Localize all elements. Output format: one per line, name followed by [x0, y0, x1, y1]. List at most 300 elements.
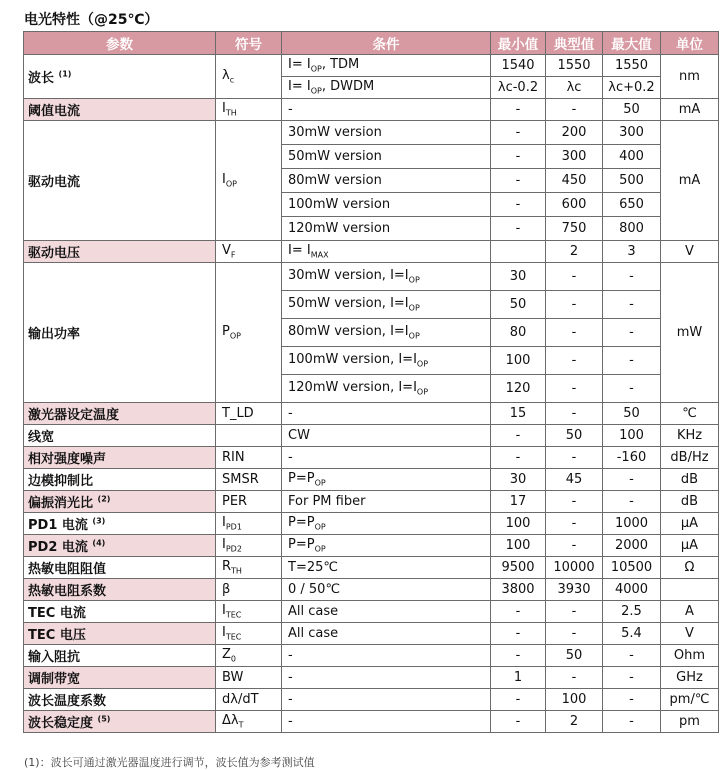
param-name: 激光器设定温度: [28, 408, 120, 423]
table-body: [24, 55, 719, 733]
unit-cell: Ω: [661, 557, 719, 579]
condition-text: 80mW version, I=I: [288, 324, 409, 340]
min-value-cell: -: [491, 121, 546, 145]
max-value-cell: -160: [603, 447, 661, 469]
condition-cell: [282, 319, 491, 347]
param-name: TEC 电压: [28, 628, 86, 643]
condition-cell: [282, 491, 491, 513]
max-value-cell: 1550: [603, 55, 661, 77]
max-value-cell: -: [603, 667, 661, 689]
min-value-cell: 80: [491, 319, 546, 347]
param-cell: [24, 667, 216, 689]
typ-value-cell: -: [546, 667, 603, 689]
typ-value-cell: -: [546, 291, 603, 319]
symbol-cell: [216, 121, 282, 241]
table-row: [24, 403, 719, 425]
symbol-text: I: [222, 515, 226, 531]
condition-text: CW: [288, 428, 310, 443]
max-value-cell: -: [603, 319, 661, 347]
condition-cell: [282, 77, 491, 99]
symbol-text: I: [222, 101, 226, 117]
max-value-cell: -: [603, 491, 661, 513]
symbol-cell: [216, 403, 282, 425]
typ-value-cell: 2: [546, 711, 603, 733]
table-row: [24, 491, 719, 513]
condition-text: P=P: [288, 515, 315, 531]
condition-text: All case: [288, 626, 339, 641]
param-name: 波长温度系数: [28, 694, 107, 709]
min-value-cell: -: [491, 145, 546, 169]
max-value-cell: 100: [603, 425, 661, 447]
max-value-cell: -: [603, 645, 661, 667]
unit-cell: μA: [661, 535, 719, 557]
typ-value-cell: -: [546, 319, 603, 347]
typ-value-cell: -: [546, 99, 603, 121]
condition-text: 100mW version: [288, 197, 391, 212]
symbol-cell: [216, 535, 282, 557]
symbol-text: V: [222, 243, 231, 259]
param-name: TEC 电流: [28, 606, 86, 621]
max-value-cell: 5.4: [603, 623, 661, 645]
min-value-cell: 1540: [491, 55, 546, 77]
symbol-text: λ: [222, 68, 230, 84]
typ-value-cell: -: [546, 447, 603, 469]
max-value-cell: -: [603, 711, 661, 733]
symbol-subscript: OP: [229, 331, 241, 341]
table-row: [24, 645, 719, 667]
symbol-text: SMSR: [222, 472, 259, 487]
table-row: [24, 667, 719, 689]
condition-text: -: [288, 102, 293, 117]
condition-cell: [282, 121, 491, 145]
section-title: 电光特性（@25℃）: [24, 12, 159, 28]
symbol-text: Δλ: [222, 713, 239, 729]
min-value-cell: -: [491, 425, 546, 447]
symbol-cell: [216, 689, 282, 711]
min-value-cell: 30: [491, 263, 546, 291]
symbol-cell: [216, 469, 282, 491]
table-row: [24, 241, 719, 263]
header-param: 参数: [24, 32, 216, 55]
condition-cell: [282, 447, 491, 469]
min-value-cell: -: [491, 99, 546, 121]
symbol-cell: [216, 447, 282, 469]
unit-cell: mA: [661, 121, 719, 241]
param-name: 热敏电阻阻值: [28, 562, 107, 577]
symbol-text: T_LD: [222, 406, 254, 421]
typ-value-cell: 750: [546, 217, 603, 241]
condition-text: For PM fiber: [288, 494, 366, 509]
symbol-subscript: PD2: [225, 544, 242, 554]
symbol-subscript: OP: [225, 179, 237, 189]
typ-value-cell: -: [546, 403, 603, 425]
max-value-cell: 4000: [603, 579, 661, 601]
symbol-text: dλ/dT: [222, 692, 259, 707]
param-name: 边模抑制比: [28, 474, 94, 489]
symbol-text: I: [222, 625, 226, 641]
condition-cell: [282, 601, 491, 623]
condition-text: P=P: [288, 537, 315, 553]
condition-cell: [282, 193, 491, 217]
symbol-cell: [216, 263, 282, 403]
condition-text: I= I: [288, 79, 311, 95]
max-value-cell: 10500: [603, 557, 661, 579]
unit-cell: GHz: [661, 667, 719, 689]
unit-cell: V: [661, 241, 719, 263]
typ-value-cell: λc: [546, 77, 603, 99]
condition-text: 30mW version, I=I: [288, 268, 409, 284]
min-value-cell: 1: [491, 667, 546, 689]
condition-text: 100mW version, I=I: [288, 352, 417, 368]
table-row: [24, 711, 719, 733]
condition-text: -: [288, 714, 293, 729]
unit-cell: V: [661, 623, 719, 645]
header-max: 最大值: [603, 32, 661, 55]
condition-subscript: OP: [310, 64, 322, 74]
condition-cell: [282, 425, 491, 447]
param-footnote-ref: (3): [92, 516, 106, 526]
param-footnote-ref: (5): [97, 714, 111, 724]
table-row: [24, 447, 719, 469]
unit-cell: μA: [661, 513, 719, 535]
condition-cell: [282, 55, 491, 77]
param-cell: [24, 689, 216, 711]
max-value-cell: -: [603, 469, 661, 491]
header-typ: 典型值: [546, 32, 603, 55]
symbol-subscript: 0: [230, 654, 236, 664]
header-min: 最小值: [491, 32, 546, 55]
min-value-cell: -: [491, 689, 546, 711]
unit-cell: pm: [661, 711, 719, 733]
typ-value-cell: 45: [546, 469, 603, 491]
condition-subscript: OP: [310, 86, 322, 96]
symbol-cell: [216, 241, 282, 263]
max-value-cell: 2000: [603, 535, 661, 557]
param-name: 偏振消光比: [28, 496, 94, 511]
param-cell: [24, 469, 216, 491]
unit-cell: dB: [661, 491, 719, 513]
symbol-cell: [216, 645, 282, 667]
condition-cell: [282, 579, 491, 601]
condition-subscript: OP: [314, 544, 326, 554]
condition-text: All case: [288, 604, 339, 619]
min-value-cell: -: [491, 447, 546, 469]
table-header-row: [24, 32, 719, 55]
max-value-cell: 50: [603, 403, 661, 425]
param-cell: [24, 711, 216, 733]
table-row: [24, 623, 719, 645]
max-value-cell: 1000: [603, 513, 661, 535]
param-footnote-ref: (4): [92, 538, 106, 548]
symbol-cell: [216, 425, 282, 447]
condition-text: -: [288, 450, 293, 465]
typ-value-cell: 100: [546, 689, 603, 711]
condition-text: 30mW version: [288, 125, 382, 140]
symbol-text: P: [222, 324, 230, 340]
symbol-text: PER: [222, 494, 248, 509]
typ-value-cell: -: [546, 623, 603, 645]
header-condition: 条件: [282, 32, 491, 55]
param-name: 波长: [28, 71, 55, 86]
condition-text: -: [288, 692, 293, 707]
unit-cell: mW: [661, 263, 719, 403]
min-value-cell: -: [491, 711, 546, 733]
param-cell: [24, 513, 216, 535]
param-name: 输出功率: [28, 327, 81, 342]
typ-value-cell: -: [546, 347, 603, 375]
unit-cell: mA: [661, 99, 719, 121]
param-cell: [24, 403, 216, 425]
table-row: [24, 579, 719, 601]
condition-text: P=P: [288, 471, 315, 487]
table-row: [24, 535, 719, 557]
symbol-text: Z: [222, 647, 231, 663]
table-row: [24, 425, 719, 447]
condition-subscript: OP: [416, 359, 429, 369]
symbol-subscript: T: [238, 720, 244, 730]
condition-subscript: OP: [408, 275, 420, 285]
symbol-subscript: TH: [231, 566, 242, 576]
condition-cell: [282, 535, 491, 557]
condition-subscript: OP: [408, 331, 420, 341]
unit-cell: [661, 579, 719, 601]
condition-subscript: OP: [314, 522, 326, 532]
condition-text: -: [288, 648, 293, 663]
condition-text: 120mW version, I=I: [288, 380, 417, 396]
param-cell: [24, 425, 216, 447]
table-row: [24, 121, 719, 145]
condition-text: -: [288, 406, 293, 421]
condition-suffix: , TDM: [321, 57, 360, 73]
typ-value-cell: -: [546, 491, 603, 513]
symbol-cell: [216, 99, 282, 121]
condition-text: 50mW version: [288, 149, 382, 164]
condition-text: 0 / 50℃: [288, 582, 341, 597]
unit-cell: ℃: [661, 403, 719, 425]
symbol-text: R: [222, 559, 232, 575]
param-name: 热敏电阻系数: [28, 584, 107, 599]
unit-cell: dB: [661, 469, 719, 491]
symbol-cell: [216, 557, 282, 579]
param-cell: [24, 99, 216, 121]
param-cell: [24, 579, 216, 601]
min-value-cell: [491, 241, 546, 263]
condition-cell: [282, 217, 491, 241]
typ-value-cell: 600: [546, 193, 603, 217]
unit-cell: pm/℃: [661, 689, 719, 711]
condition-text: T=25℃: [288, 560, 338, 575]
param-cell: [24, 241, 216, 263]
symbol-cell: [216, 55, 282, 99]
min-value-cell: -: [491, 169, 546, 193]
symbol-cell: [216, 601, 282, 623]
typ-value-cell: -: [546, 601, 603, 623]
max-value-cell: -: [603, 263, 661, 291]
condition-cell: [282, 263, 491, 291]
param-cell: [24, 55, 216, 99]
condition-text: 80mW version: [288, 173, 382, 188]
param-cell: [24, 645, 216, 667]
param-footnote-ref: (1): [58, 69, 72, 79]
max-value-cell: 500: [603, 169, 661, 193]
symbol-text: I: [222, 603, 226, 619]
symbol-text: RIN: [222, 450, 245, 465]
condition-subscript: OP: [314, 478, 326, 488]
condition-suffix: , DWDM: [321, 79, 375, 95]
min-value-cell: -: [491, 193, 546, 217]
unit-cell: A: [661, 601, 719, 623]
symbol-text: BW: [222, 670, 244, 685]
table-row: [24, 513, 719, 535]
condition-cell: [282, 169, 491, 193]
condition-subscript: MAX: [310, 250, 329, 260]
header-unit: 单位: [661, 32, 719, 55]
symbol-cell: [216, 579, 282, 601]
min-value-cell: -: [491, 645, 546, 667]
condition-cell: [282, 291, 491, 319]
unit-cell: KHz: [661, 425, 719, 447]
max-value-cell: -: [603, 689, 661, 711]
param-cell: [24, 447, 216, 469]
symbol-text: I: [222, 537, 226, 553]
unit-cell: nm: [661, 55, 719, 99]
condition-cell: [282, 99, 491, 121]
condition-cell: [282, 145, 491, 169]
condition-cell: [282, 711, 491, 733]
table-row: [24, 469, 719, 491]
min-value-cell: 17: [491, 491, 546, 513]
table-row: [24, 601, 719, 623]
table-row: [24, 55, 719, 77]
min-value-cell: 3800: [491, 579, 546, 601]
condition-cell: [282, 667, 491, 689]
min-value-cell: 9500: [491, 557, 546, 579]
min-value-cell: 50: [491, 291, 546, 319]
param-cell: [24, 263, 216, 403]
unit-cell: Ohm: [661, 645, 719, 667]
typ-value-cell: 300: [546, 145, 603, 169]
min-value-cell: 120: [491, 375, 546, 403]
typ-value-cell: 50: [546, 645, 603, 667]
param-name: PD1 电流: [28, 518, 88, 533]
symbol-subscript: PD1: [225, 522, 242, 532]
typ-value-cell: 50: [546, 425, 603, 447]
electro-optical-spec-table: [23, 31, 719, 733]
symbol-subscript: TEC: [225, 632, 242, 642]
param-name: 相对强度噪声: [28, 452, 107, 467]
symbol-cell: [216, 667, 282, 689]
symbol-subscript: c: [229, 75, 235, 85]
condition-text: 50mW version, I=I: [288, 296, 409, 312]
min-value-cell: 100: [491, 535, 546, 557]
table-row: [24, 557, 719, 579]
min-value-cell: λc-0.2: [491, 77, 546, 99]
max-value-cell: 50: [603, 99, 661, 121]
footnote: (1)：波长可通过激光器温度进行调节，波长值为参考测试值: [24, 756, 315, 769]
typ-value-cell: 450: [546, 169, 603, 193]
condition-cell: [282, 557, 491, 579]
min-value-cell: 15: [491, 403, 546, 425]
typ-value-cell: -: [546, 375, 603, 403]
max-value-cell: 400: [603, 145, 661, 169]
typ-value-cell: -: [546, 535, 603, 557]
condition-subscript: OP: [416, 387, 429, 397]
symbol-text: β: [222, 582, 231, 597]
table-row: [24, 263, 719, 291]
condition-text: I= I: [288, 57, 311, 73]
max-value-cell: -: [603, 291, 661, 319]
typ-value-cell: -: [546, 263, 603, 291]
param-name: 驱动电流: [28, 175, 81, 190]
max-value-cell: -: [603, 375, 661, 403]
min-value-cell: 30: [491, 469, 546, 491]
condition-cell: [282, 241, 491, 263]
max-value-cell: 300: [603, 121, 661, 145]
max-value-cell: 800: [603, 217, 661, 241]
param-cell: [24, 557, 216, 579]
condition-cell: [282, 689, 491, 711]
symbol-subscript: TH: [225, 108, 237, 118]
symbol-text: I: [222, 172, 226, 188]
typ-value-cell: 3930: [546, 579, 603, 601]
symbol-cell: [216, 491, 282, 513]
param-footnote-ref: (2): [97, 494, 111, 504]
condition-cell: [282, 513, 491, 535]
param-name: PD2 电流: [28, 540, 88, 555]
param-cell: [24, 121, 216, 241]
min-value-cell: -: [491, 601, 546, 623]
condition-text: -: [288, 670, 293, 685]
min-value-cell: -: [491, 623, 546, 645]
table-row: [24, 99, 719, 121]
symbol-subscript: F: [230, 250, 236, 260]
max-value-cell: 2.5: [603, 601, 661, 623]
symbol-cell: [216, 513, 282, 535]
symbol-cell: [216, 711, 282, 733]
condition-cell: [282, 347, 491, 375]
symbol-cell: [216, 623, 282, 645]
max-value-cell: 3: [603, 241, 661, 263]
header-symbol: 符号: [216, 32, 282, 55]
param-name: 波长稳定度: [28, 716, 94, 731]
condition-cell: [282, 645, 491, 667]
condition-cell: [282, 469, 491, 491]
param-name: 调制带宽: [28, 672, 81, 687]
table-row: [24, 689, 719, 711]
condition-cell: [282, 403, 491, 425]
typ-value-cell: 2: [546, 241, 603, 263]
condition-cell: [282, 623, 491, 645]
param-name: 驱动电压: [28, 246, 81, 261]
param-name: 线宽: [28, 430, 55, 445]
condition-subscript: OP: [408, 303, 420, 313]
condition-cell: [282, 375, 491, 403]
min-value-cell: 100: [491, 347, 546, 375]
unit-cell: dB/Hz: [661, 447, 719, 469]
max-value-cell: λc+0.2: [603, 77, 661, 99]
param-name: 输入阻抗: [28, 650, 81, 665]
param-cell: [24, 491, 216, 513]
typ-value-cell: -: [546, 513, 603, 535]
param-name: 阈值电流: [28, 104, 81, 119]
symbol-subscript: TEC: [225, 610, 242, 620]
param-cell: [24, 623, 216, 645]
param-cell: [24, 601, 216, 623]
typ-value-cell: 10000: [546, 557, 603, 579]
typ-value-cell: 200: [546, 121, 603, 145]
min-value-cell: 100: [491, 513, 546, 535]
condition-text: I= I: [288, 243, 311, 259]
